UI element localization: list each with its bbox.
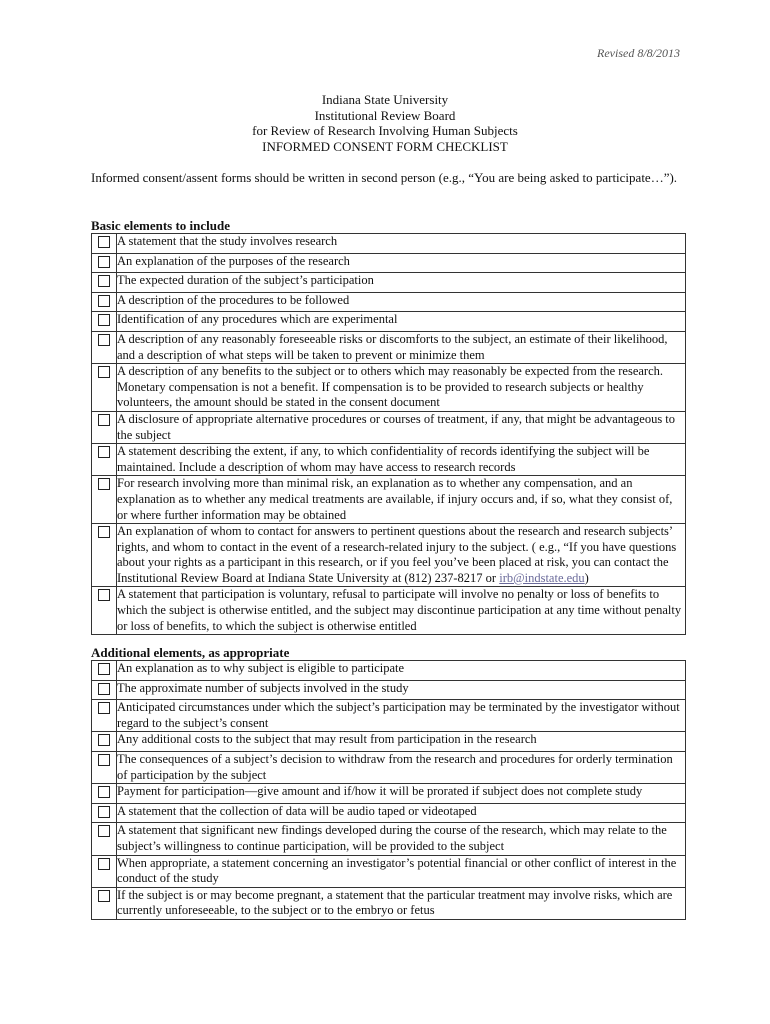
table-row [92,234,686,254]
checklist-item-contact [117,524,686,587]
checklist-item: A statement that participation is voluntary, refusal to participate will involve no penalty or loss of benefits to which the subject is otherwise entitled, and the subject may discontinue participation at any time without penalty or loss of benefits, to which the subject is otherwise entitled [117,587,686,635]
table-row [92,680,686,700]
table-row [92,253,686,273]
checkbox[interactable] [98,526,110,538]
table-row [92,887,686,919]
checklist-item: When appropriate, a statement concerning an investigator’s potential financial or other conflict of interest in the conduct of the study [117,855,686,887]
table-row [92,803,686,823]
table-row [92,312,686,332]
contact-text: An explanation of whom to contact for answers to pertinent questions about the research and research subjects’ rights, and whom to contact in the event of a research-related injury to the subject. ( e.g., “If you have questions about your rights as a participant in this research, or if you feel you’ve been placed at risk, you can contact the Institutional Review Board at Indiana State University at (812) 237-8217 or [117,524,677,585]
table-row [92,411,686,443]
table-row [92,823,686,855]
table-row [92,364,686,412]
contact-suffix: ) [584,570,589,585]
table-row [92,855,686,887]
checkbox[interactable] [98,295,110,307]
checklist-item: A statement that significant new findings developed during the course of the research, which may relate to the subject’s willingness to continue participation, will be provided to the subject [117,823,686,855]
checkbox[interactable] [98,858,110,870]
checklist-item: A description of any benefits to the subject or to others which may reasonably be expected from the research. Monetary compensation is not a benefit. If compensation is to be provided to research subjects or healthy volunteers, the amount should be stated in the consent document [117,364,686,412]
checkbox[interactable] [98,683,110,695]
checklist-item: If the subject is or may become pregnant, a statement that the particular treatment may involve risks, which are currently unforeseeable, to the subject or to the embryo or fetus [117,887,686,919]
checklist-item: Payment for participation—give amount and if/how it will be prorated if subject does not complete study [117,784,686,804]
checklist-item: A statement describing the extent, if any, to which confidentiality of records identifying the subject will be maintained. Include a description of whom may have access to research records [117,444,686,476]
checkbox[interactable] [98,366,110,378]
table-row [92,331,686,363]
additional-elements-table [91,660,686,920]
heading-form-title: INFORMED CONSENT FORM CHECKLIST [262,138,508,154]
checkbox[interactable] [98,825,110,837]
checkbox[interactable] [98,275,110,287]
heading-purpose: for Review of Research Involving Human Subjects [252,123,518,138]
checklist-item: A description of the procedures to be followed [117,292,686,312]
checklist-item: A statement that the study involves research [117,234,686,254]
table-row [92,476,686,524]
checklist-item: A statement that the collection of data will be audio taped or videotaped [117,803,686,823]
checklist-item: An explanation of the purposes of the research [117,253,686,273]
heading-university: Indiana State University [321,92,449,107]
table-row [92,587,686,635]
checklist-item: Anticipated circumstances under which the subject’s participation may be terminated by the investigator without regard to the subject’s consent [117,700,686,732]
intro-paragraph: Informed consent/assent forms should be written in second person (e.g., “You are being asked to participate…”). [91,170,678,185]
table-row [92,751,686,783]
checkbox[interactable] [98,414,110,426]
checklist-item: Identification of any procedures which are experimental [117,312,686,332]
checkbox[interactable] [98,236,110,248]
document-heading [0,92,770,154]
checklist-item: Any additional costs to the subject that may result from participation in the research [117,732,686,752]
checklist-item: A description of any reasonably foreseeable risks or discomforts to the subject, an estimate of their likelihood, and a description of what steps will be taken to prevent or minimize them [117,331,686,363]
checkbox[interactable] [98,734,110,746]
additional-elements-title: Additional elements, as appropriate [91,645,290,660]
checkbox[interactable] [98,334,110,346]
checklist-item: An explanation as to why subject is eligible to participate [117,661,686,681]
checkbox[interactable] [98,314,110,326]
checklist-item: The expected duration of the subject’s participation [117,273,686,293]
checkbox[interactable] [98,702,110,714]
table-row [92,292,686,312]
table-row [92,273,686,293]
checklist-item: For research involving more than minimal risk, an explanation as to whether any compensation, and an explanation as to whether any medical treatments are available, if injury occurs and, if so, what they consist of, or where further information may be obtained [117,476,686,524]
irb-email-link[interactable]: irb@indstate.edu [499,570,585,585]
checkbox[interactable] [98,754,110,766]
basic-elements-title: Basic elements to include [91,218,231,233]
revision-date: Revised 8/8/2013 [597,46,680,60]
checklist-item: The consequences of a subject’s decision to withdraw from the research and procedures for orderly termination of participation by the subject [117,751,686,783]
checkbox[interactable] [98,256,110,268]
checkbox[interactable] [98,806,110,818]
table-row [92,732,686,752]
checkbox[interactable] [98,890,110,902]
table-row [92,444,686,476]
checkbox[interactable] [98,589,110,601]
checkbox[interactable] [98,786,110,798]
checkbox[interactable] [98,446,110,458]
checklist-item: A disclosure of appropriate alternative procedures or courses of treatment, if any, that might be advantageous to the subject [117,411,686,443]
table-row [92,700,686,732]
table-row [92,661,686,681]
checkbox[interactable] [98,478,110,490]
table-row [92,784,686,804]
checkbox[interactable] [98,663,110,675]
table-row [92,524,686,587]
basic-elements-table [91,233,686,635]
checklist-item: The approximate number of subjects involved in the study [117,680,686,700]
heading-board: Institutional Review Board [314,107,456,123]
